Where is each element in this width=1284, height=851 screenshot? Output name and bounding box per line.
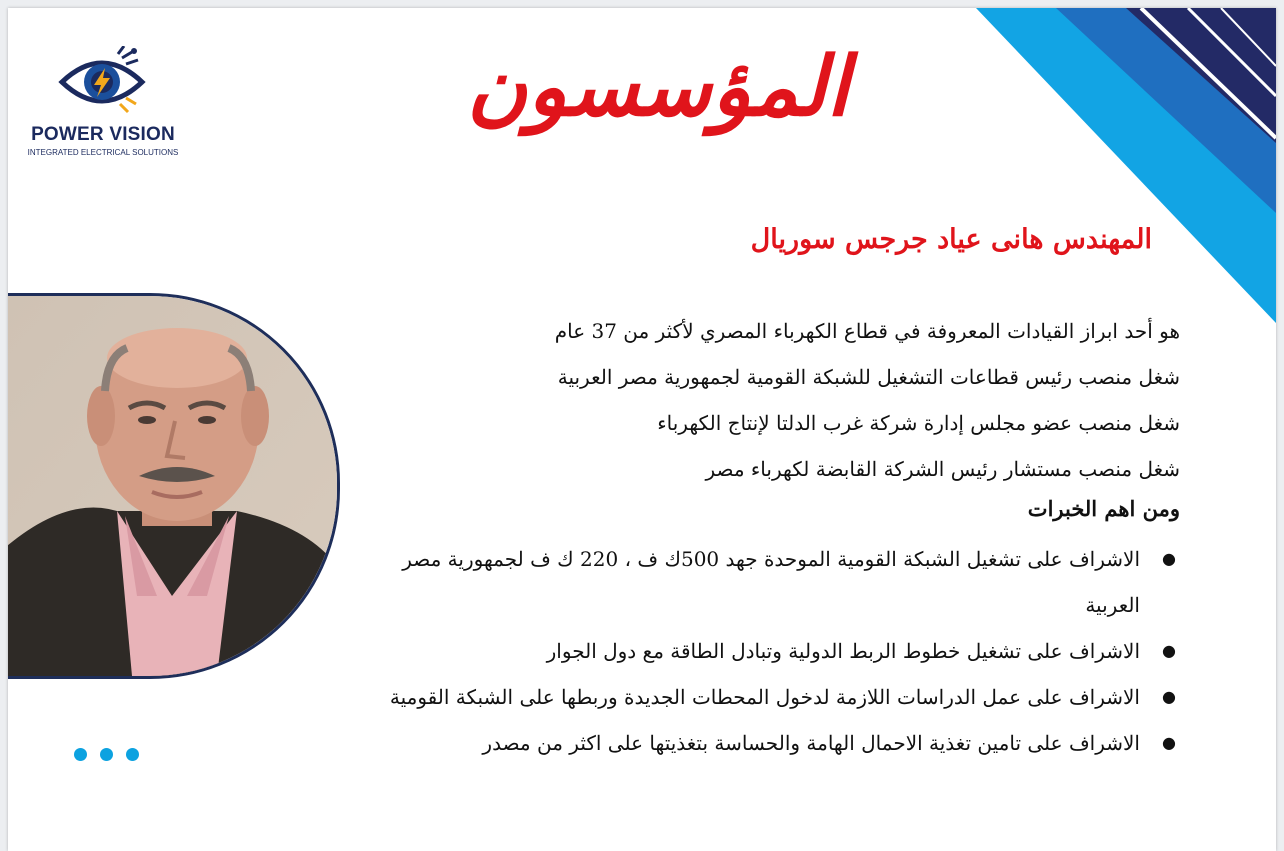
bullet-icon: ● <box>1162 733 1176 752</box>
experience-heading: ومن اهم الخبرات <box>1027 496 1180 521</box>
list-item <box>380 628 1180 674</box>
founder-photo <box>8 293 340 679</box>
company-logo <box>18 46 188 166</box>
experience-list <box>380 536 1180 766</box>
pager-dot <box>100 748 113 761</box>
bullet-icon: ● <box>1162 641 1176 660</box>
corner-decoration <box>976 8 1276 323</box>
experience-text: الاشراف على تشغيل خطوط الربط الدولية وتبادل الطاقة مع دول الجوار <box>546 639 1140 663</box>
brand-name: POWER VISION <box>31 124 175 145</box>
bullet-icon: ● <box>1162 687 1176 706</box>
pager-dots <box>74 748 154 764</box>
slide-page <box>8 8 1276 851</box>
list-item <box>380 720 1180 766</box>
founder-name: المهندس هانى عياد جرجس سوريال <box>750 224 1152 255</box>
bullet-icon: ● <box>1162 549 1176 568</box>
brand-tagline: INTEGRATED ELECTRICAL SOLUTIONS <box>27 148 179 157</box>
founder-bio <box>420 308 1180 492</box>
bio-line: هو أحد ابراز القيادات المعروفة في قطاع الكهرباء المصري لأكثر من 37 عام <box>554 319 1180 343</box>
list-item <box>380 536 1180 628</box>
experience-text: الاشراف على تشغيل الشبكة القومية الموحدة جهد 500ك ف ، 220 ك ف لجمهورية مصر العربية <box>402 547 1140 617</box>
bio-line: شغل منصب مستشار رئيس الشركة القابضة لكهرباء مصر <box>705 457 1180 481</box>
eye-bolt-icon <box>56 46 148 118</box>
pager-dot <box>74 748 87 761</box>
pager-dot <box>126 748 139 761</box>
bio-line: شغل منصب رئيس قطاعات التشغيل للشبكة القومية لجمهورية مصر العربية <box>557 365 1180 389</box>
page-title: المؤسسون <box>467 39 849 135</box>
portrait-illustration <box>8 296 337 676</box>
experience-text: الاشراف على تامين تغذية الاحمال الهامة والحساسة بتغذيتها على اكثر من مصدر <box>482 731 1140 755</box>
experience-text: الاشراف على عمل الدراسات اللازمة لدخول المحطات الجديدة وربطها على الشبكة القومية <box>389 685 1140 709</box>
bio-line: شغل منصب عضو مجلس إدارة شركة غرب الدلتا لإنتاج الكهرباء <box>657 411 1180 435</box>
list-item <box>380 674 1180 720</box>
